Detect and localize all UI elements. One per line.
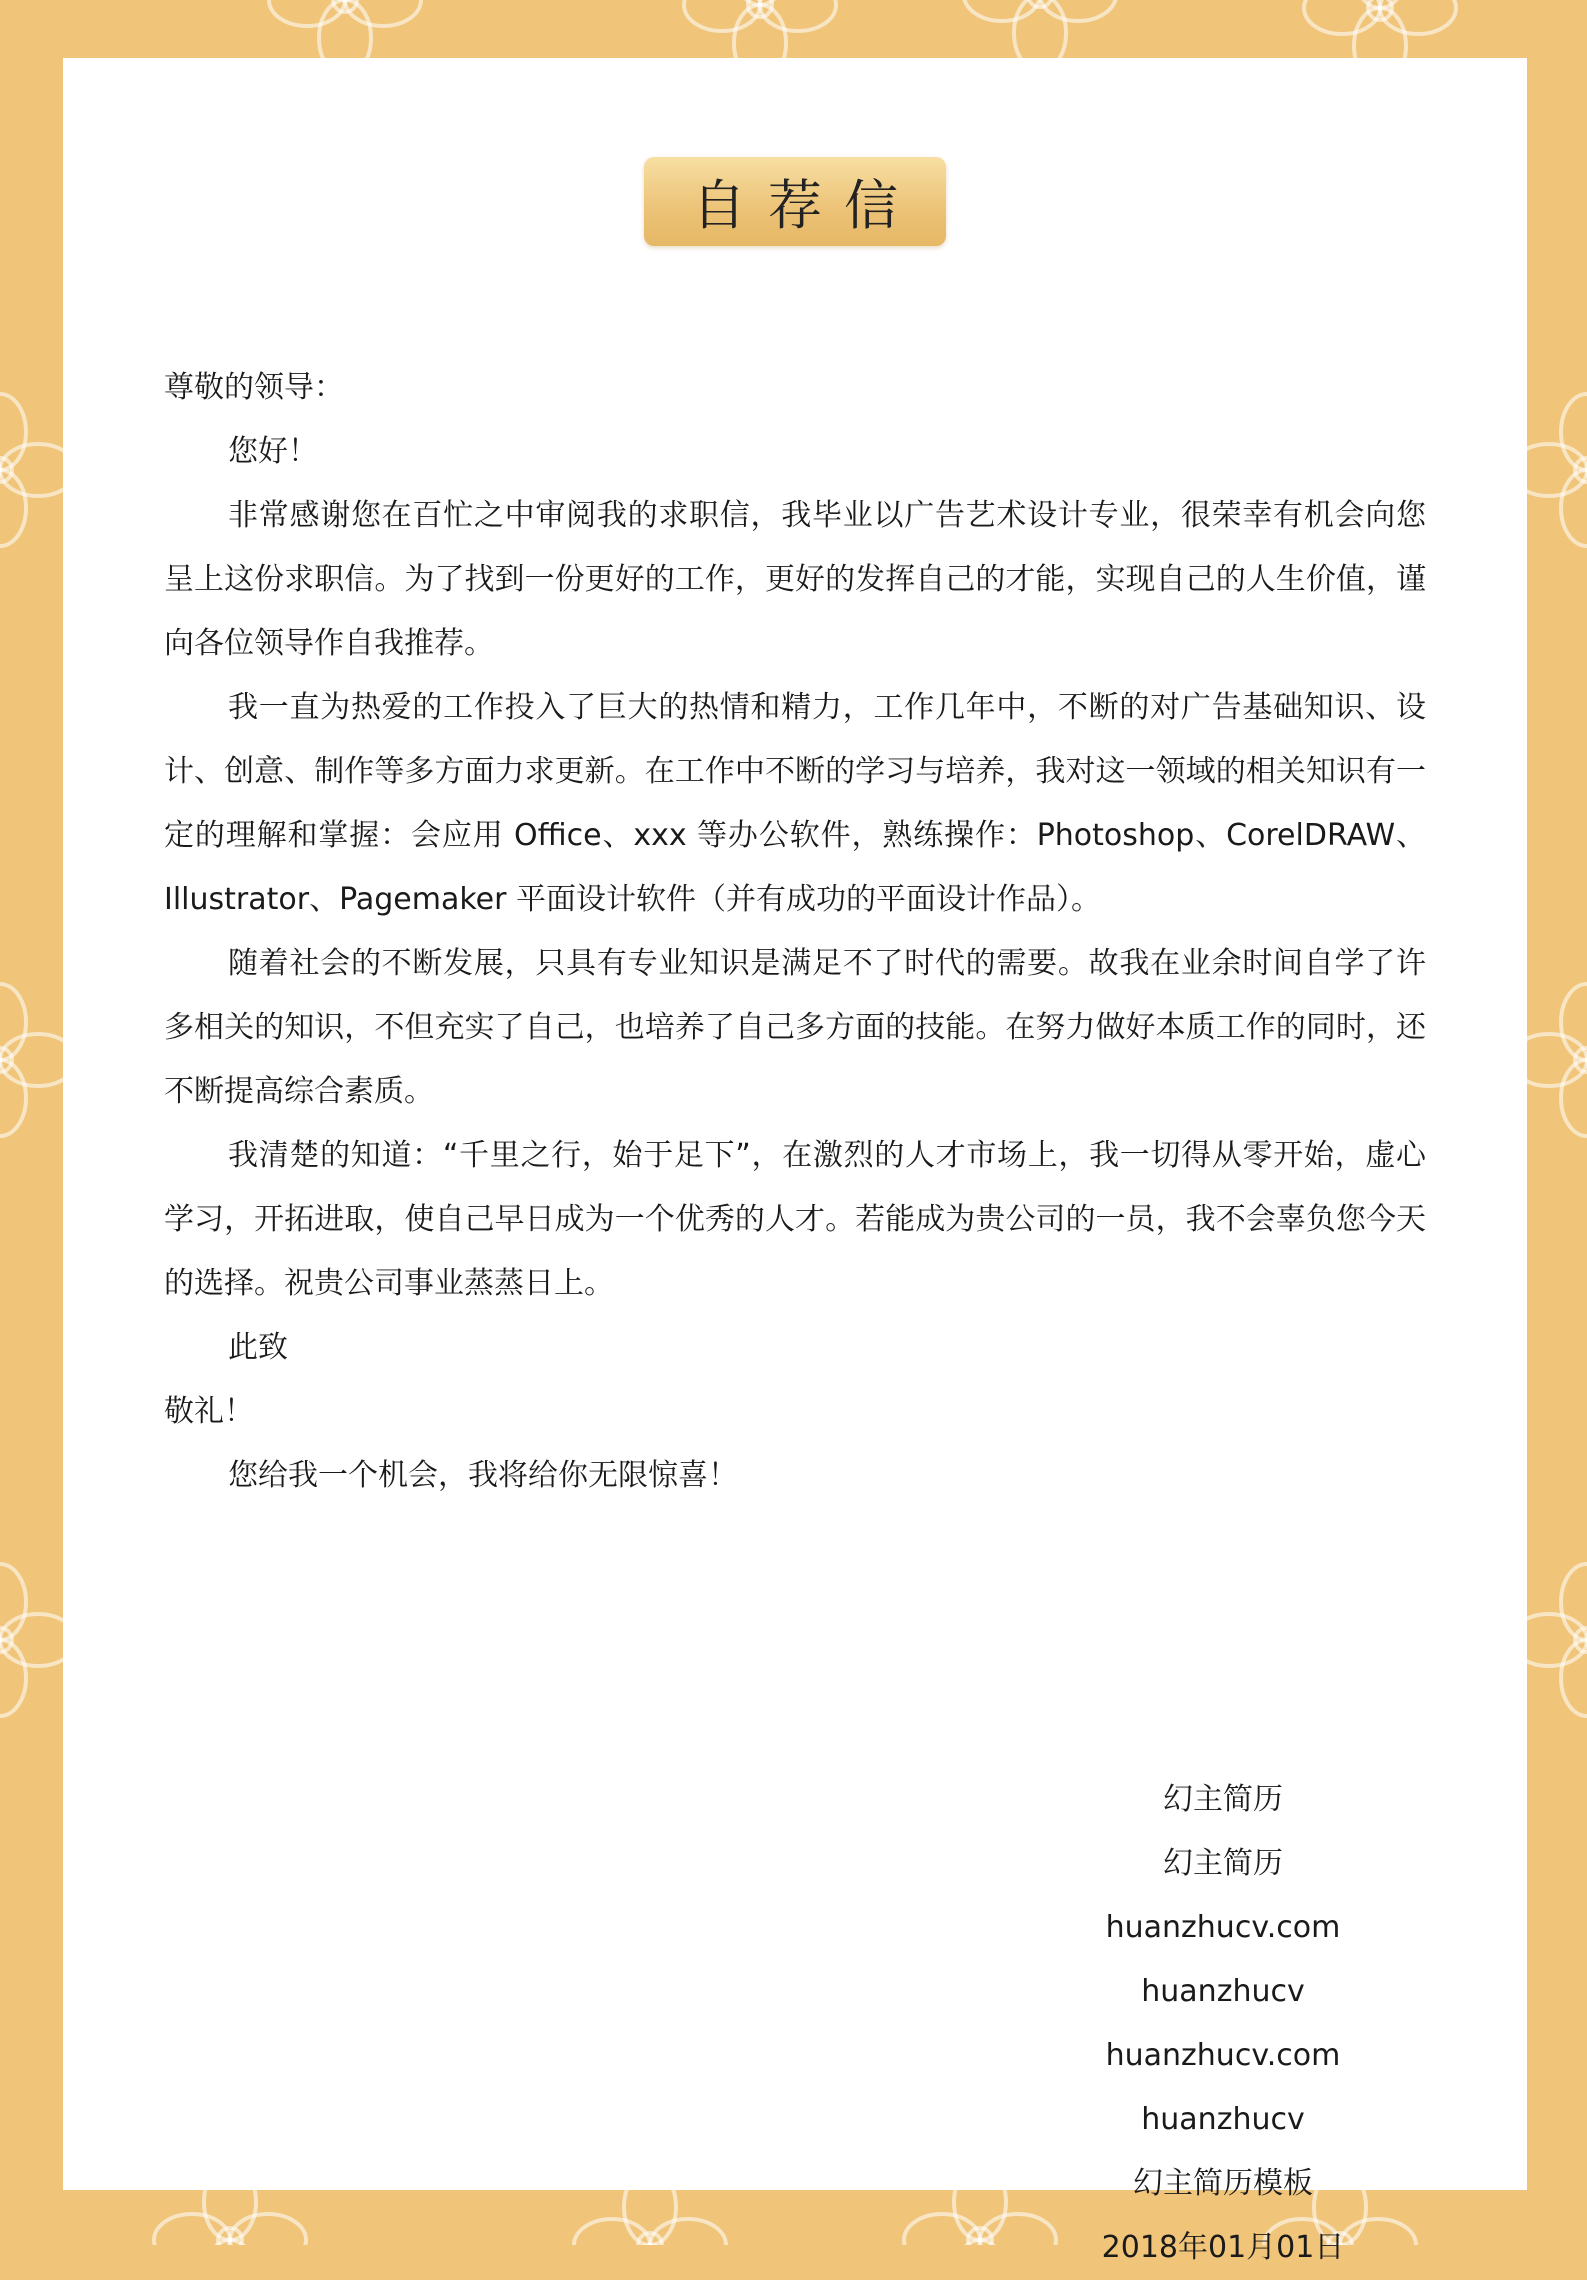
paragraph: 非常感谢您在百忙之中审阅我的求职信，我毕业以广告艺术设计专业，很荣幸有机会向您呈上这份求职信。为了找到一份更好的工作，更好的发挥自己的才能，实现自己的人生价值，谨向各位领导作自我推荐。 bbox=[164, 498, 1426, 661]
closing-line: 此致 bbox=[228, 1330, 288, 1365]
signature-line: 幻主简历 bbox=[1163, 1782, 1283, 1817]
paragraph: 随着社会的不断发展，只具有专业知识是满足不了时代的需要。故我在业余时间自学了许多相关的知识，不但充实了自己，也培养了自己多方面的技能。在努力做好本质工作的同时，还不断提高综合素质。 bbox=[164, 946, 1426, 1109]
signature-line: huanzhucv.com bbox=[1105, 2038, 1341, 2073]
title-badge bbox=[644, 157, 946, 246]
postscript: 您给我一个机会，我将给你无限惊喜！ bbox=[228, 1458, 738, 1493]
greeting: 您好！ bbox=[228, 434, 318, 469]
salutation: 尊敬的领导： bbox=[164, 370, 344, 405]
signature-line: 幻主简历模板 bbox=[1133, 2166, 1313, 2201]
paragraph: 我一直为热爱的工作投入了巨大的热情和精力，工作几年中，不断的对广告基础知识、设计、创意、制作等多方面力求更新。在工作中不断的学习与培养，我对这一领域的相关知识有一定的理解和掌握：会应用 Office、xxx 等办公软件，熟练操作：Photoshop、CorelDRAW、Illustrator、Pagemaker 平面设计软件（并有成功的平面设计作品）。 bbox=[164, 690, 1426, 917]
closing-regards: 敬礼！ bbox=[164, 1394, 254, 1429]
letter-body bbox=[164, 356, 1426, 1508]
signature-date: 2018年01月01日 bbox=[1101, 2230, 1345, 2265]
signature-block bbox=[1025, 1768, 1421, 2280]
signature-line: huanzhucv bbox=[1141, 2102, 1305, 2137]
page-title: 自荐信 bbox=[692, 174, 920, 237]
signature-line: 幻主简历 bbox=[1163, 1846, 1283, 1881]
signature-line: huanzhucv.com bbox=[1105, 1910, 1341, 1945]
signature-line: huanzhucv bbox=[1141, 1974, 1305, 2009]
paragraph: 我清楚的知道：“千里之行，始于足下”，在激烈的人才市场上，我一切得从零开始，虚心学习，开拓进取，使自己早日成为一个优秀的人才。若能成为贵公司的一员，我不会辜负您今天的选择。祝贵公司事业蒸蒸日上。 bbox=[164, 1138, 1426, 1301]
